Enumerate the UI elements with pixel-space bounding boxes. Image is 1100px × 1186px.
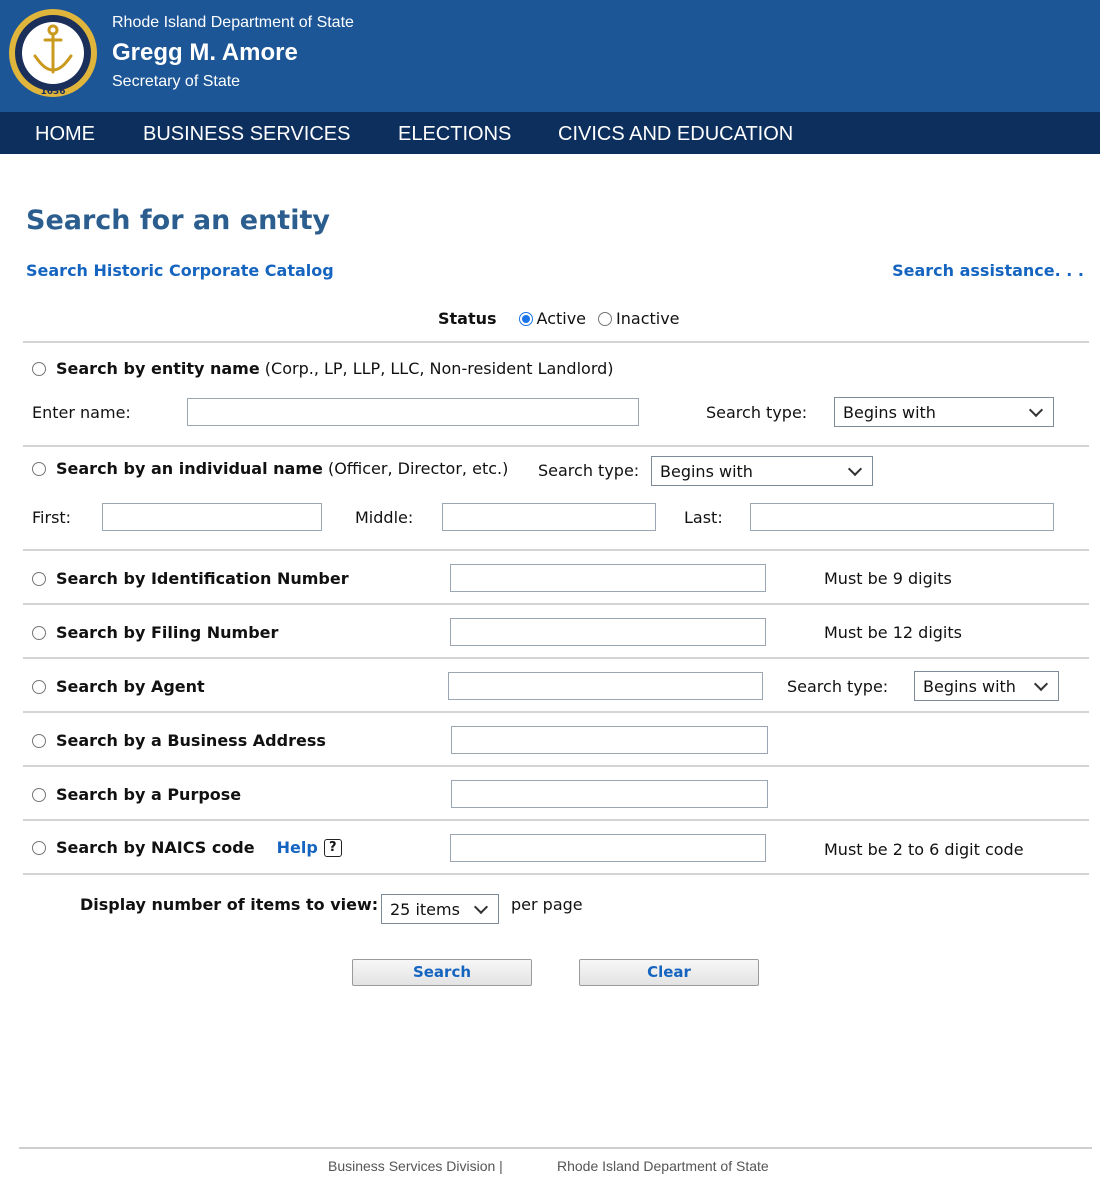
individual-name-radio[interactable] (32, 462, 46, 476)
chevron-down-icon (848, 461, 862, 475)
agent-input[interactable] (448, 672, 763, 700)
id-number-option (32, 569, 349, 588)
individual-name-title: Search by an individual name (56, 459, 323, 478)
id-number-title: Search by Identification Number (56, 569, 349, 588)
naics-input[interactable] (450, 834, 766, 862)
business-address-title: Search by a Business Address (56, 731, 326, 750)
business-address-option (32, 731, 326, 750)
naics-option (32, 838, 342, 857)
purpose-radio[interactable] (32, 788, 46, 802)
naics-title: Search by NAICS code (56, 838, 255, 857)
entity-name-title: Search by entity name (56, 359, 260, 378)
clear-button[interactable]: Clear (579, 959, 759, 986)
help-icon[interactable]: ? (324, 839, 342, 857)
chevron-down-icon (1034, 676, 1048, 690)
agent-radio[interactable] (32, 680, 46, 694)
state-seal-logo[interactable] (8, 8, 98, 98)
department-name: Rhode Island Department of State (112, 14, 354, 31)
nav-civics-education[interactable]: CIVICS AND EDUCATION (558, 123, 794, 145)
first-name-label: First: (32, 508, 72, 527)
entity-name-radio[interactable] (32, 362, 46, 376)
status-label: Status (438, 309, 497, 328)
divider (23, 873, 1089, 875)
nav-home[interactable]: HOME (35, 123, 95, 145)
status-filter (438, 309, 682, 328)
footer-division-link[interactable]: Business Services Division | (328, 1158, 503, 1174)
purpose-option (32, 785, 241, 804)
naics-hint: Must be 2 to 6 digit code (824, 840, 1024, 859)
divider (23, 711, 1089, 713)
status-active-option[interactable] (511, 309, 587, 328)
filing-number-input[interactable] (450, 618, 766, 646)
status-active-radio[interactable] (519, 312, 533, 326)
individual-search-type-label: Search type: (538, 461, 640, 480)
search-button[interactable]: Search (352, 959, 532, 986)
filing-number-hint: Must be 12 digits (824, 623, 962, 642)
filing-number-radio[interactable] (32, 626, 46, 640)
seal-year: 1636 (40, 87, 66, 97)
per-page-label: per page (511, 895, 583, 914)
entity-search-type-label: Search type: (706, 403, 808, 422)
enter-name-label: Enter name: (32, 403, 131, 422)
agent-option (32, 677, 205, 696)
filing-number-title: Search by Filing Number (56, 623, 279, 642)
status-active-label: Active (536, 309, 587, 328)
chevron-down-icon (1029, 402, 1043, 416)
first-name-input[interactable] (102, 503, 322, 531)
divider (23, 657, 1089, 659)
chevron-down-icon (474, 899, 488, 913)
entity-search-type-value: Begins with (843, 402, 936, 422)
entity-search-type-select[interactable] (834, 397, 1054, 427)
display-count-label-text: Display number of items to view: (80, 895, 379, 914)
nav-business-services[interactable]: BUSINESS SERVICES (143, 123, 351, 145)
footer-department-link[interactable]: Rhode Island Department of State (557, 1158, 769, 1174)
items-per-page-value: 25 items (390, 899, 460, 919)
last-name-label: Last: (684, 508, 723, 527)
id-number-radio[interactable] (32, 572, 46, 586)
entity-name-option (32, 359, 614, 378)
official-name: Gregg M. Amore (112, 39, 298, 66)
naics-radio[interactable] (32, 841, 46, 855)
divider (23, 819, 1089, 821)
divider (23, 445, 1089, 447)
id-number-hint: Must be 9 digits (824, 569, 952, 588)
middle-name-label: Middle: (355, 508, 414, 527)
individual-name-option (32, 459, 508, 478)
status-inactive-option[interactable] (588, 309, 680, 328)
business-address-input[interactable] (451, 726, 768, 754)
purpose-title: Search by a Purpose (56, 785, 242, 804)
official-title: Secretary of State (112, 73, 241, 90)
naics-help-link[interactable]: Help (276, 838, 318, 857)
purpose-input[interactable] (451, 780, 768, 808)
footer-divider (19, 1147, 1092, 1149)
agent-search-type-select[interactable] (914, 671, 1059, 701)
search-assistance-link[interactable]: Search assistance. . . (892, 261, 1084, 280)
last-name-input[interactable] (750, 503, 1054, 531)
divider (23, 341, 1089, 343)
business-address-radio[interactable] (32, 734, 46, 748)
individual-search-type-value: Begins with (660, 461, 753, 481)
divider (23, 603, 1089, 605)
agent-search-type-value: Begins with (923, 676, 1016, 696)
middle-name-input[interactable] (442, 503, 656, 531)
main-nav (0, 112, 1100, 154)
individual-name-subtitle: (Officer, Director, etc.) (327, 459, 509, 478)
individual-search-type-select[interactable] (651, 456, 873, 486)
status-inactive-label: Inactive (616, 309, 680, 328)
display-count-label (80, 895, 378, 914)
agent-search-type-label: Search type: (787, 677, 889, 696)
entity-name-input[interactable] (187, 398, 639, 426)
agent-title: Search by Agent (56, 677, 205, 696)
status-inactive-radio[interactable] (598, 312, 612, 326)
nav-elections[interactable]: ELECTIONS (398, 123, 512, 145)
historic-catalog-link[interactable]: Search Historic Corporate Catalog (26, 261, 334, 280)
items-per-page-select[interactable] (381, 894, 499, 924)
divider (23, 765, 1089, 767)
id-number-input[interactable] (450, 564, 766, 592)
page-title: Search for an entity (26, 205, 330, 236)
divider (23, 549, 1089, 551)
filing-number-option (32, 623, 278, 642)
entity-name-subtitle: (Corp., LP, LLP, LLC, Non-resident Landlord) (264, 359, 614, 378)
site-header (0, 0, 1100, 112)
